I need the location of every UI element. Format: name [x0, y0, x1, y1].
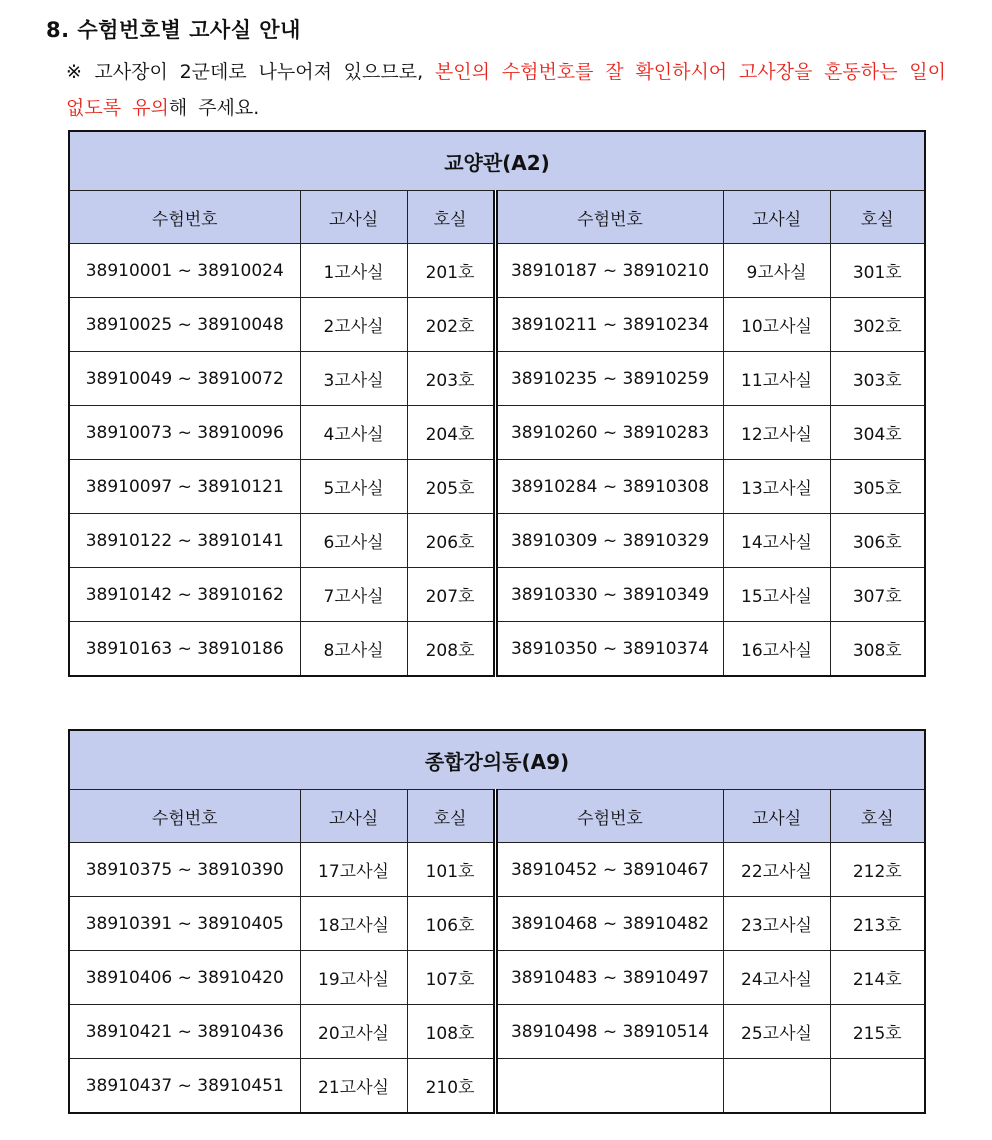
table-row — [69, 843, 925, 897]
exam-number-range-cell: 38910391 ~ 38910405 — [69, 897, 300, 951]
table-title: 종합강의동(A9) — [69, 730, 925, 790]
notice-text — [66, 54, 946, 126]
exam-number-range-cell: 38910163 ~ 38910186 — [69, 622, 300, 677]
exam-number-range-cell: 38910483 ~ 38910497 — [495, 951, 723, 1005]
room-number-cell: 210호 — [407, 1059, 495, 1114]
exam-room-cell: 13고사실 — [723, 460, 830, 514]
exam-room-cell: 22고사실 — [723, 843, 830, 897]
exam-room-cell: 21고사실 — [300, 1059, 407, 1114]
column-header: 수험번호 — [495, 790, 723, 843]
notice-suffix: 해 주세요. — [168, 97, 260, 119]
table-row — [69, 244, 925, 298]
exam-room-cell: 4고사실 — [300, 406, 407, 460]
notice-prefix: ※ 고사장이 2군데로 나누어져 있으므로, — [66, 61, 435, 83]
room-number-cell: 301호 — [830, 244, 925, 298]
section-title: 8. 수험번호별 고사실 안내 — [46, 18, 301, 42]
column-header: 수험번호 — [69, 191, 300, 244]
room-number-cell — [830, 1059, 925, 1114]
room-number-cell: 212호 — [830, 843, 925, 897]
room-table-a2 — [68, 130, 926, 677]
room-number-cell: 208호 — [407, 622, 495, 677]
exam-number-range-cell: 38910309 ~ 38910329 — [495, 514, 723, 568]
room-number-cell: 206호 — [407, 514, 495, 568]
column-header: 수험번호 — [69, 790, 300, 843]
room-number-cell: 201호 — [407, 244, 495, 298]
exam-number-range-cell: 38910001 ~ 38910024 — [69, 244, 300, 298]
exam-number-range-cell: 38910350 ~ 38910374 — [495, 622, 723, 677]
room-number-cell: 203호 — [407, 352, 495, 406]
exam-number-range-cell: 38910421 ~ 38910436 — [69, 1005, 300, 1059]
notice-highlight: 본인의 수험번호를 잘 확인하시어 고사장을 혼동하는 일이 없도록 유의 — [66, 61, 946, 119]
exam-number-range-cell: 38910375 ~ 38910390 — [69, 843, 300, 897]
room-number-cell: 304호 — [830, 406, 925, 460]
exam-room-cell: 15고사실 — [723, 568, 830, 622]
table-row — [69, 298, 925, 352]
exam-number-range-cell: 38910122 ~ 38910141 — [69, 514, 300, 568]
exam-room-cell: 23고사실 — [723, 897, 830, 951]
exam-room-cell — [723, 1059, 830, 1114]
column-header: 고사실 — [723, 790, 830, 843]
column-header: 호실 — [407, 191, 495, 244]
table-row — [69, 514, 925, 568]
table-body — [69, 843, 925, 1114]
exam-room-cell: 16고사실 — [723, 622, 830, 677]
exam-room-cell: 18고사실 — [300, 897, 407, 951]
exam-room-cell: 1고사실 — [300, 244, 407, 298]
exam-room-cell: 12고사실 — [723, 406, 830, 460]
exam-number-range-cell — [495, 1059, 723, 1114]
column-header: 호실 — [407, 790, 495, 843]
exam-number-range-cell: 38910468 ~ 38910482 — [495, 897, 723, 951]
room-number-cell: 207호 — [407, 568, 495, 622]
exam-number-range-cell: 38910073 ~ 38910096 — [69, 406, 300, 460]
exam-number-range-cell: 38910284 ~ 38910308 — [495, 460, 723, 514]
room-number-cell: 303호 — [830, 352, 925, 406]
exam-room-cell: 2고사실 — [300, 298, 407, 352]
exam-room-cell: 14고사실 — [723, 514, 830, 568]
exam-number-range-cell: 38910330 ~ 38910349 — [495, 568, 723, 622]
exam-room-cell: 11고사실 — [723, 352, 830, 406]
exam-number-range-cell: 38910260 ~ 38910283 — [495, 406, 723, 460]
room-number-cell: 302호 — [830, 298, 925, 352]
room-number-cell: 106호 — [407, 897, 495, 951]
room-number-cell: 107호 — [407, 951, 495, 1005]
column-header: 수험번호 — [495, 191, 723, 244]
exam-room-cell: 9고사실 — [723, 244, 830, 298]
table-row — [69, 1005, 925, 1059]
exam-number-range-cell: 38910142 ~ 38910162 — [69, 568, 300, 622]
table-row — [69, 897, 925, 951]
table-row — [69, 460, 925, 514]
exam-number-range-cell: 38910437 ~ 38910451 — [69, 1059, 300, 1114]
column-header: 고사실 — [300, 191, 407, 244]
exam-room-cell: 3고사실 — [300, 352, 407, 406]
table-row — [69, 1059, 925, 1114]
room-number-cell: 306호 — [830, 514, 925, 568]
table-row — [69, 406, 925, 460]
room-table-a9 — [68, 729, 926, 1114]
table-row — [69, 951, 925, 1005]
exam-number-range-cell: 38910187 ~ 38910210 — [495, 244, 723, 298]
exam-number-range-cell: 38910097 ~ 38910121 — [69, 460, 300, 514]
exam-room-cell: 19고사실 — [300, 951, 407, 1005]
column-header: 고사실 — [300, 790, 407, 843]
room-number-cell: 205호 — [407, 460, 495, 514]
room-number-cell: 307호 — [830, 568, 925, 622]
room-number-cell: 202호 — [407, 298, 495, 352]
table-row — [69, 568, 925, 622]
exam-number-range-cell: 38910235 ~ 38910259 — [495, 352, 723, 406]
exam-room-cell: 5고사실 — [300, 460, 407, 514]
exam-number-range-cell: 38910498 ~ 38910514 — [495, 1005, 723, 1059]
exam-room-cell: 7고사실 — [300, 568, 407, 622]
room-number-cell: 101호 — [407, 843, 495, 897]
exam-room-cell: 24고사실 — [723, 951, 830, 1005]
exam-room-cell: 17고사실 — [300, 843, 407, 897]
exam-room-cell: 10고사실 — [723, 298, 830, 352]
room-number-cell: 305호 — [830, 460, 925, 514]
exam-room-cell: 25고사실 — [723, 1005, 830, 1059]
exam-number-range-cell: 38910049 ~ 38910072 — [69, 352, 300, 406]
exam-number-range-cell: 38910211 ~ 38910234 — [495, 298, 723, 352]
room-number-cell: 214호 — [830, 951, 925, 1005]
column-header: 고사실 — [723, 191, 830, 244]
column-header: 호실 — [830, 191, 925, 244]
exam-number-range-cell: 38910452 ~ 38910467 — [495, 843, 723, 897]
exam-number-range-cell: 38910025 ~ 38910048 — [69, 298, 300, 352]
table-row — [69, 622, 925, 677]
exam-room-cell: 6고사실 — [300, 514, 407, 568]
exam-number-range-cell: 38910406 ~ 38910420 — [69, 951, 300, 1005]
exam-room-cell: 20고사실 — [300, 1005, 407, 1059]
table-title: 교양관(A2) — [69, 131, 925, 191]
room-number-cell: 215호 — [830, 1005, 925, 1059]
table-body — [69, 244, 925, 677]
room-number-cell: 204호 — [407, 406, 495, 460]
table-row — [69, 352, 925, 406]
exam-room-cell: 8고사실 — [300, 622, 407, 677]
room-number-cell: 108호 — [407, 1005, 495, 1059]
room-number-cell: 308호 — [830, 622, 925, 677]
room-number-cell: 213호 — [830, 897, 925, 951]
column-header: 호실 — [830, 790, 925, 843]
